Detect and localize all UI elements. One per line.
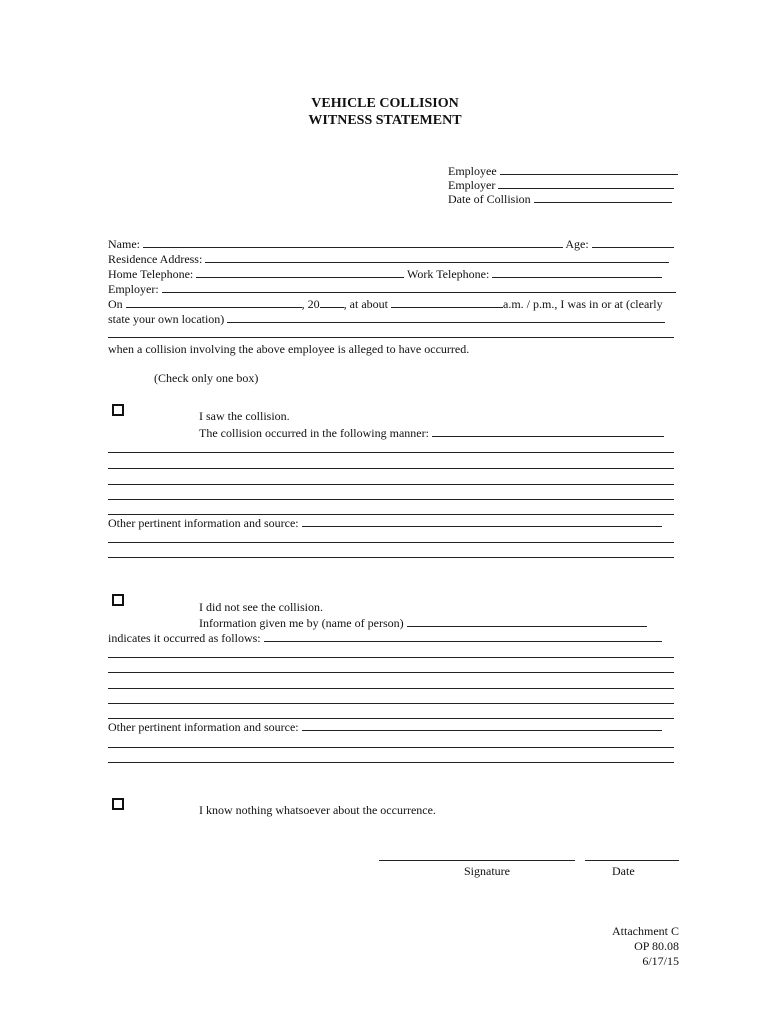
indicates-line[interactable]	[264, 630, 662, 642]
did-not-see-label: I did not see the collision.	[199, 600, 323, 614]
location-line-2[interactable]	[108, 337, 674, 338]
saw-collision-checkbox[interactable]	[112, 404, 124, 416]
employer-header-line[interactable]	[498, 177, 674, 189]
work-phone-label: Work Telephone:	[407, 267, 490, 281]
employer-row	[108, 281, 676, 296]
indicates-row	[108, 630, 662, 645]
employee-line[interactable]	[500, 163, 678, 175]
age-line[interactable]	[592, 236, 674, 248]
other-info-2-line-a[interactable]	[108, 747, 674, 748]
work-phone-line[interactable]	[492, 266, 662, 278]
saw-collision-label: I saw the collision.	[199, 409, 290, 423]
occurred-line-2[interactable]	[108, 672, 674, 673]
occurred-line-3[interactable]	[108, 688, 674, 689]
form-title-line1: VEHICLE COLLISION	[311, 96, 459, 111]
know-nothing-label: I know nothing whatsoever about the occurrence.	[199, 803, 436, 817]
employer-line[interactable]	[162, 281, 676, 293]
manner-line-3[interactable]	[108, 484, 674, 485]
form-title-line2: WITNESS STATEMENT	[308, 113, 462, 128]
occurred-line-4[interactable]	[108, 703, 674, 704]
name-row	[108, 236, 674, 251]
manner-line[interactable]	[432, 425, 664, 437]
manner-label: The collision occurred in the following manner:	[199, 426, 429, 440]
state-location-label: state your own location)	[108, 312, 225, 326]
home-phone-line[interactable]	[196, 266, 404, 278]
indicates-label: indicates it occurred as follows:	[108, 631, 261, 645]
info-given-line[interactable]	[407, 615, 647, 627]
attachment-label: Attachment C	[612, 924, 679, 938]
other-info-label-1: Other pertinent information and source:	[108, 516, 299, 530]
other-info-2-line-b[interactable]	[108, 762, 674, 763]
manner-line-1[interactable]	[108, 452, 674, 453]
other-info-line-1[interactable]	[302, 515, 662, 527]
did-not-see-checkbox[interactable]	[112, 594, 124, 606]
check-instruction: (Check only one box)	[154, 371, 259, 385]
other-info-1-line-b[interactable]	[108, 557, 674, 558]
name-label: Name:	[108, 237, 140, 251]
location-row	[108, 311, 665, 326]
occurred-line-1[interactable]	[108, 657, 674, 658]
telephone-row	[108, 266, 662, 281]
home-phone-label: Home Telephone:	[108, 267, 194, 281]
signature-date-line[interactable]	[585, 860, 679, 861]
year-line[interactable]	[320, 296, 344, 308]
location-line[interactable]	[227, 311, 665, 323]
when-collision-text: when a collision involving the above employee is alleged to have occurred.	[108, 342, 470, 356]
residence-row	[108, 251, 669, 266]
other-info-label-2: Other pertinent information and source:	[108, 720, 299, 734]
employer-header-label: Employer	[448, 178, 496, 192]
age-label: Age:	[565, 237, 589, 251]
revision-date: 6/17/15	[642, 954, 679, 968]
signature-label: Signature	[464, 864, 510, 878]
employer-header-field	[448, 177, 674, 192]
other-info-row-2	[108, 719, 662, 734]
signature-date-label: Date	[612, 864, 635, 878]
other-info-row-1	[108, 515, 662, 530]
info-given-row	[199, 615, 647, 630]
employee-label: Employee	[448, 164, 497, 178]
residence-line[interactable]	[205, 251, 669, 263]
date-of-collision-line[interactable]	[534, 191, 672, 203]
twenty-label: , 20	[301, 297, 320, 311]
manner-line-4[interactable]	[108, 499, 674, 500]
manner-row	[199, 425, 664, 440]
employer-label: Employer:	[108, 282, 159, 296]
employee-field	[448, 163, 678, 178]
date-of-collision-label: Date of Collision	[448, 192, 531, 206]
time-line[interactable]	[391, 296, 503, 308]
residence-label: Residence Address:	[108, 252, 203, 266]
op-number: OP 80.08	[634, 939, 679, 953]
at-about-label: , at about	[343, 297, 388, 311]
know-nothing-checkbox[interactable]	[112, 798, 124, 810]
on-label: On	[108, 297, 123, 311]
other-info-1-line-a[interactable]	[108, 542, 674, 543]
manner-line-2[interactable]	[108, 468, 674, 469]
ampm-label: a.m. / p.m., I was in or at (clearly	[503, 297, 663, 311]
date-of-collision-field	[448, 191, 672, 206]
info-given-label: Information given me by (name of person)	[199, 616, 404, 630]
other-info-line-2[interactable]	[302, 719, 662, 731]
on-date-line[interactable]	[126, 296, 302, 308]
name-line[interactable]	[143, 236, 563, 248]
on-row	[108, 296, 663, 311]
signature-line[interactable]	[379, 860, 575, 861]
